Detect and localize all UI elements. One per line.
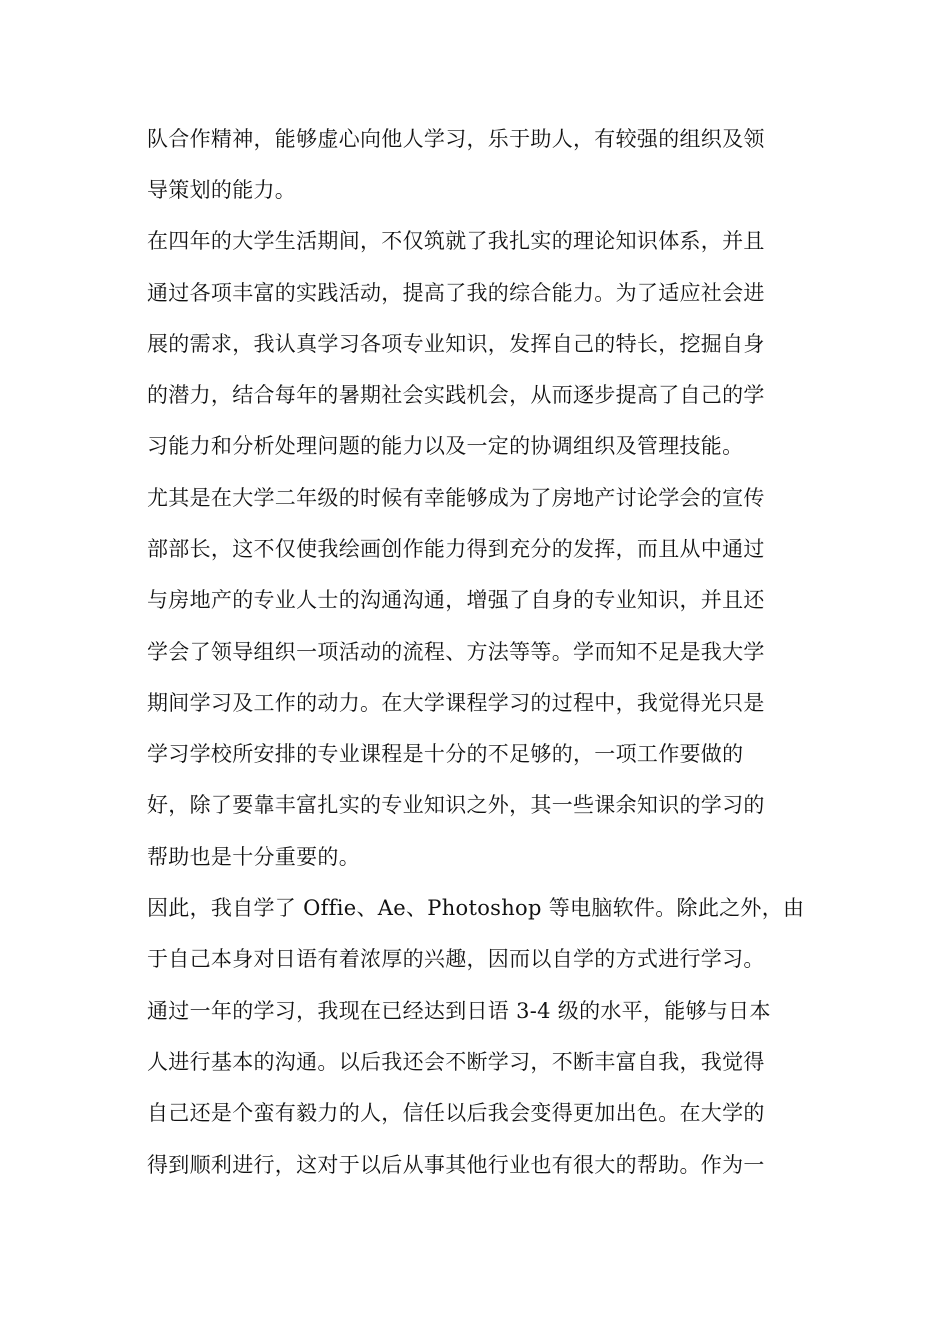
text-line: 人进行基本的沟通。以后我还会不断学习，不断丰富自我，我觉得 (147, 1050, 765, 1074)
text-line: 展的需求，我认真学习各项专业知识，发挥自己的特长，挖掘自身 (147, 332, 765, 356)
text-line: 习能力和分析处理问题的能力以及一定的协调组织及管理技能。 (147, 434, 744, 458)
text-line: 部部长，这不仅使我绘画创作能力得到充分的发挥，而且从中通过 (147, 537, 765, 561)
text-line: 帮助也是十分重要的。 (147, 845, 360, 869)
text-line: 导策划的能力。 (147, 178, 297, 202)
text-line: 因此，我自学了 Offie、Ae、Photoshop 等电脑软件。除此之外，由 (147, 896, 805, 920)
text-line: 学会了领导组织一项活动的流程、方法等等。学而知不足是我大学 (147, 640, 765, 664)
text-line: 在四年的大学生活期间，不仅筑就了我扎实的理论知识体系，并且 (147, 229, 765, 253)
text-line: 学习学校所安排的专业课程是十分的不足够的，一项工作要做的 (147, 742, 744, 766)
text-line: 好，除了要靠丰富扎实的专业知识之外，其一些课余知识的学习的 (147, 793, 765, 817)
text-line: 通过一年的学习，我现在已经达到日语 3-4 级的水平，能够与日本 (147, 999, 771, 1023)
text-line: 通过各项丰富的实践活动，提高了我的综合能力。为了适应社会进 (147, 281, 765, 305)
text-line: 得到顺利进行，这对于以后从事其他行业也有很大的帮助。作为一 (147, 1153, 765, 1177)
text-line: 与房地产的专业人士的沟通沟通，增强了自身的专业知识，并且还 (147, 588, 765, 612)
text-line: 自己还是个蛮有毅力的人，信任以后我会变得更加出色。在大学的 (147, 1101, 765, 1125)
text-line: 队合作精神，能够虚心向他人学习，乐于助人，有较强的组织及领 (147, 127, 765, 151)
text-line: 期间学习及工作的动力。在大学课程学习的过程中，我觉得光只是 (147, 691, 765, 715)
text-line: 尤其是在大学二年级的时候有幸能够成为了房地产讨论学会的宣传 (147, 486, 765, 510)
text-line: 的潜力，结合每年的暑期社会实践机会，从而逐步提高了自己的学 (147, 383, 765, 407)
text-line: 于自己本身对日语有着浓厚的兴趣，因而以自学的方式进行学习。 (147, 947, 765, 971)
